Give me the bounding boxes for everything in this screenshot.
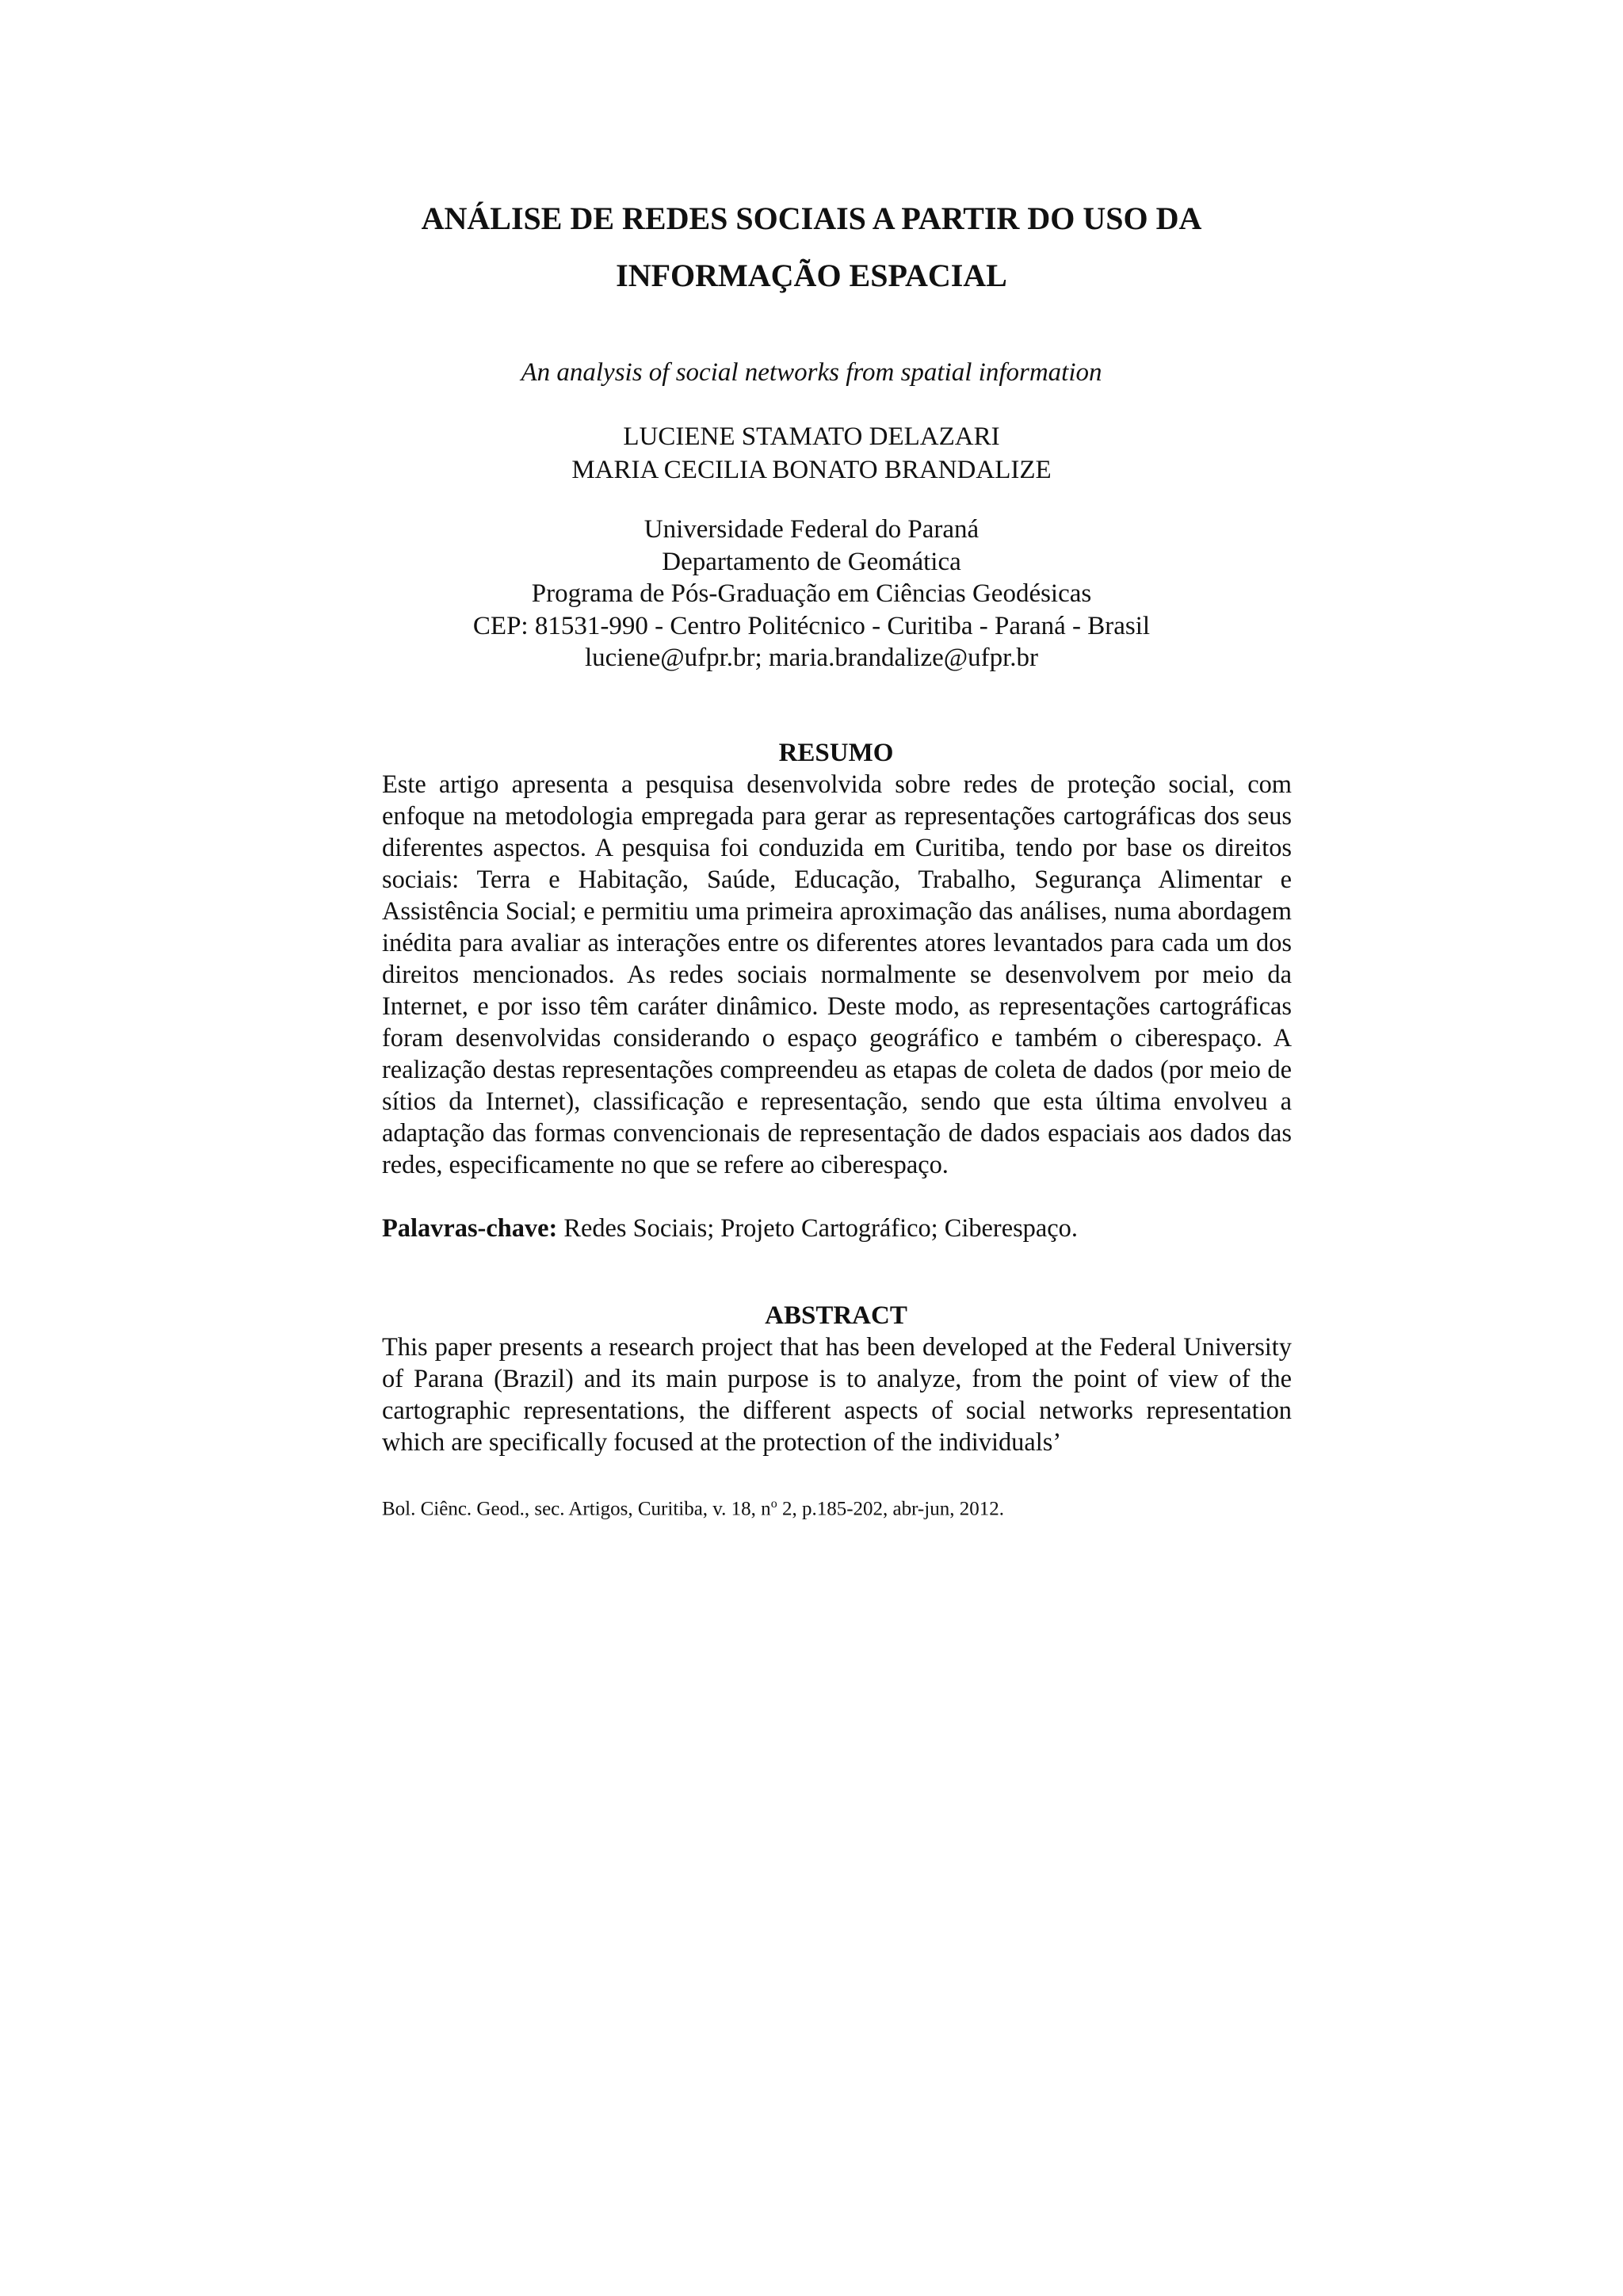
resumo-heading: RESUMO bbox=[778, 739, 894, 767]
footer-citation-start: Bol. Ciênc. Geod., sec. Artigos, Curitiba, v. 18, n bbox=[382, 1498, 771, 1520]
paper-title bbox=[238, 190, 1385, 304]
resumo-text: Este artigo apresenta a pesquisa desenvolvida sobre redes de proteção social, com enfoque na metodologia empregada para gerar as representações cartográficas dos seus diferentes aspectos. A pesquisa foi conduzida em Curitiba, tendo por base os direitos sociais: Terra e Habitação, Saúde, Educação, Trabalho, Segurança Alimentar e Assistência Social; e permitiu uma primeira aproximação das análises, numa abordagem inédita para avaliar as interações entre os diferentes atores levantados para cada um dos direitos mencionados. As redes sociais normalmente se desenvolvem por meio da Internet, e por isso têm caráter dinâmico. Deste modo, as representações cartográficas foram desenvolvidas considerando o espaço geográfico e também o ciberespaço. A realização destas representações compreendeu as etapas de coleta de dados (por meio de sítios da Internet), classificação e representação, sendo que esta última envolveu a adaptação das formas convencionais de representação de dados espaciais aos dados das redes, especificamente no que se refere ao ciberespaço. bbox=[382, 770, 1292, 1179]
footer-citation-end: 2, p.185-202, abr-jun, 2012. bbox=[777, 1498, 1004, 1520]
keywords-list: Redes Sociais; Projeto Cartográfico; Ciberespaço. bbox=[557, 1214, 1078, 1243]
affiliation-university: Universidade Federal do Paraná bbox=[643, 515, 980, 544]
affiliation-emails: luciene@ufpr.br; maria.brandalize@ufpr.br bbox=[584, 644, 1039, 672]
keywords-label: Palavras-chave: bbox=[382, 1214, 558, 1243]
english-subtitle: An analysis of social networks from spatial information bbox=[521, 358, 1102, 387]
journal-footer bbox=[382, 1492, 1292, 1522]
keywords bbox=[382, 1213, 1292, 1244]
abstract-text: This paper presents a research project that has been developed at the Federal University of Parana (Brazil) and its main purpose is to analyze, from the point of view of the cartographic representations, the different aspects of social networks representation which are specifically focused at the protection of the individuals’ bbox=[382, 1333, 1292, 1457]
affiliation-address: CEP: 81531-990 - Centro Politécnico - Curitiba - Paraná - Brasil bbox=[472, 611, 1151, 640]
abstract-heading: ABSTRACT bbox=[765, 1301, 907, 1330]
title-line-2: INFORMAÇÃO ESPACIAL bbox=[616, 258, 1007, 293]
affiliation-program: Programa de Pós-Graduação em Ciências Geodésicas bbox=[531, 579, 1092, 608]
footer-number-sign: o bbox=[770, 1497, 777, 1511]
affiliation-block bbox=[238, 514, 1385, 674]
title-line-1: ANÁLISE DE REDES SOCIAIS A PARTIR DO USO DA bbox=[421, 201, 1202, 236]
affiliation-department: Departamento de Geomática bbox=[662, 547, 961, 576]
author-list bbox=[238, 420, 1385, 487]
author-2: MARIA CECILIA BONATO BRANDALIZE bbox=[571, 456, 1052, 484]
author-1: LUCIENE STAMATO DELAZARI bbox=[623, 422, 1000, 451]
